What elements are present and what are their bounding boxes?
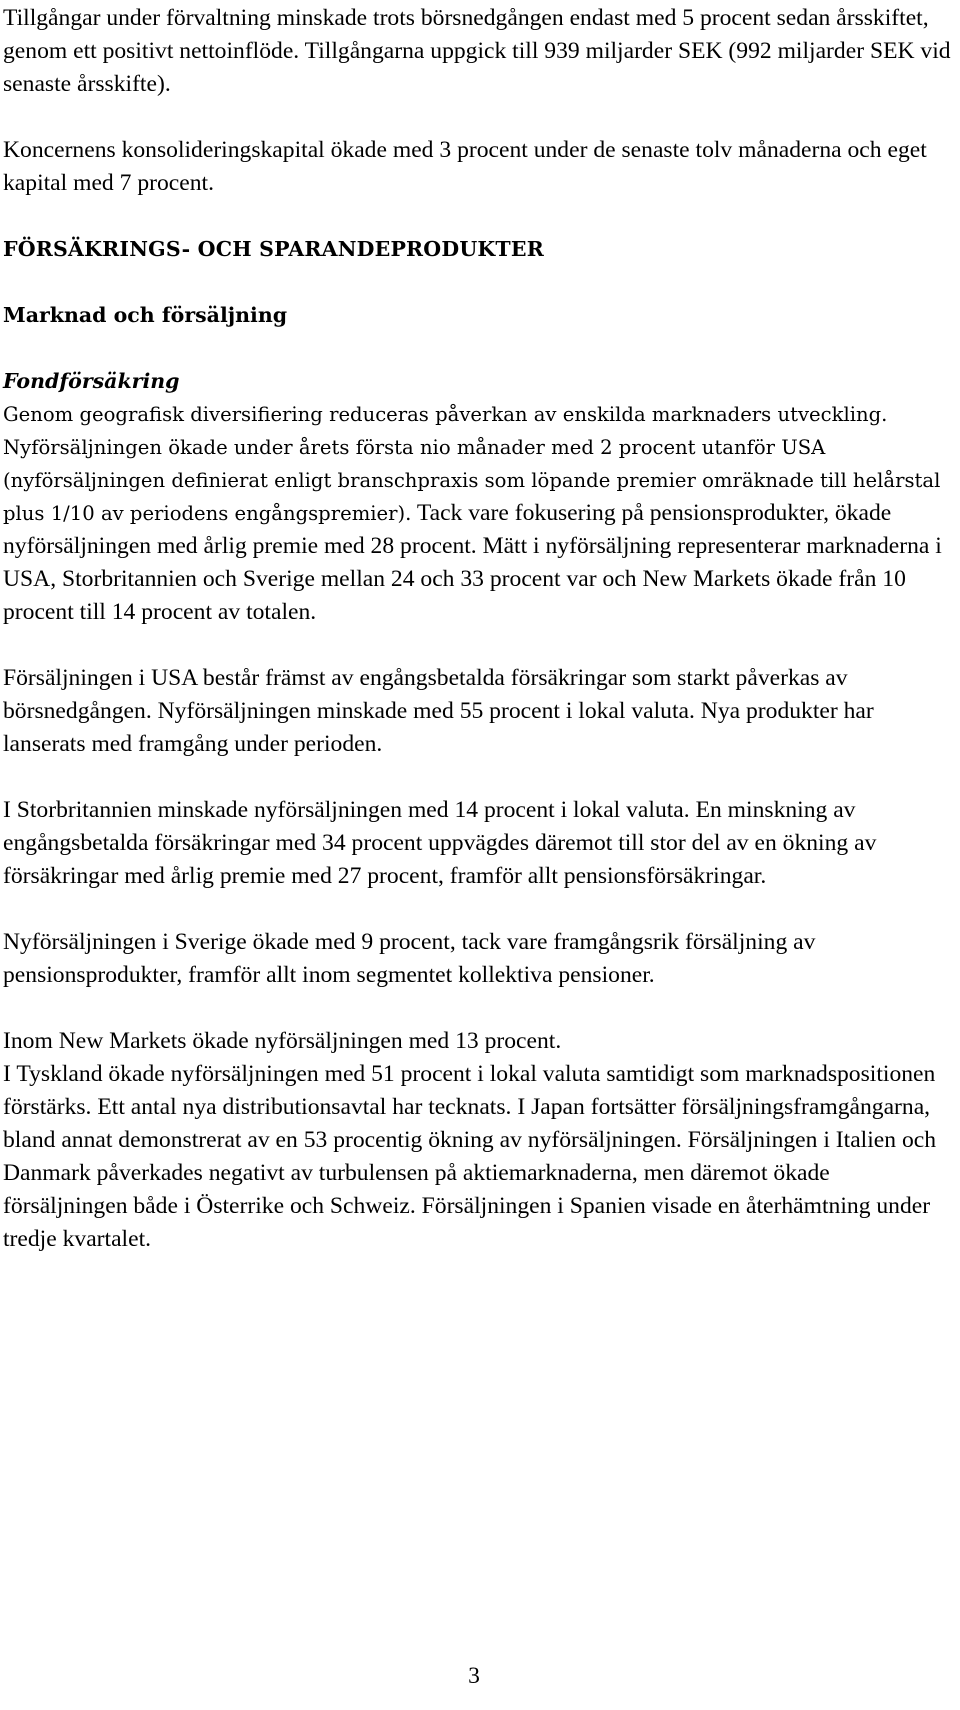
paragraph-unit-linked-part3: Tack vare fokusering på pensionsprodukter, ökade nyförsäljningen med årlig premie med 28 procent. xyxy=(3,500,892,559)
paragraph-unit-linked xyxy=(3,398,951,629)
subsection-heading: Marknad och försäljning xyxy=(3,303,288,327)
paragraph-assets: Tillgångar under förvaltning minskade trots börsnedgången endast med 5 procent sedan årsskiftet, genom ett positivt nettoinflöde. Tillgångarna uppgick till 939 miljarder SEK (992 miljarder SEK vid senaste årsskifte). xyxy=(3,5,951,97)
paragraph-usa: Försäljningen i USA består främst av engångsbetalda försäkringar som starkt påverkas av börsnedgången. Nyförsäljningen minskade med 55 procent i lokal valuta. Nya produkter har lanserats med framgång under perioden. xyxy=(3,665,874,757)
page-number: 3 xyxy=(468,1663,480,1689)
document-page xyxy=(3,0,951,1256)
paragraph-unit-linked-part1: Genom geografisk diversifiering reduceras påverkan av enskilda marknaders utveckling. xyxy=(3,403,888,426)
paragraph-new-markets: I Tyskland ökade nyförsäljningen med 51 procent i lokal valuta samtidigt som marknadspositionen förstärks. Ett antal nya distributionsavtal har tecknats. I Japan fortsätter försäljningsframgångarna, bland annat demonstrerat av en 53 procentig ökning av nyförsäljningen. Försäljningen i Italien och Danmark påverkades negativt av turbulensen på aktiemarknaderna, men däremot ökade försäljningen både i Österrike och Schweiz. Försäljningen i Spanien visade en återhämtning under tredje kvartalet. xyxy=(3,1061,937,1252)
paragraph-unit-linked-part4: Mätt i nyförsäljning representerar marknaderna i USA, Storbritannien och Sverige mellan 24 och 33 procent var och New Markets ökade från 10 procent till 14 procent av totalen. xyxy=(3,533,942,625)
paragraph-sweden: Nyförsäljningen i Sverige ökade med 9 procent, tack vare framgångsrik försäljning av pensionsprodukter, framför allt inom segmentet kollektiva pensioner. xyxy=(3,929,816,988)
section-heading: FÖRSÄKRINGS- OCH SPARANDEPRODUKTER xyxy=(3,237,544,261)
paragraph-unit-linked-part2: Nyförsäljningen ökade under årets första nio månader med 2 procent utanför USA (nyförsäljningen definierat enligt branschpraxis som löpande premier omräknade till helårstal plus 1/10 av periodens engångspremier). xyxy=(3,436,941,525)
subsubsection-heading: Fondförsäkring xyxy=(3,369,180,393)
paragraph-uk: I Storbritannien minskade nyförsäljningen med 14 procent i lokal valuta. En minskning av engångsbetalda försäkringar med 34 procent uppvägdes däremot till stor del av en ökning av försäkringar med årlig premie med 27 procent, framför allt pensionsförsäkringar. xyxy=(3,797,877,889)
paragraph-new-markets-intro: Inom New Markets ökade nyförsäljningen med 13 procent. xyxy=(3,1028,562,1054)
paragraph-capital: Koncernens konsolideringskapital ökade med 3 procent under de senaste tolv månaderna och eget kapital med 7 procent. xyxy=(3,137,927,196)
